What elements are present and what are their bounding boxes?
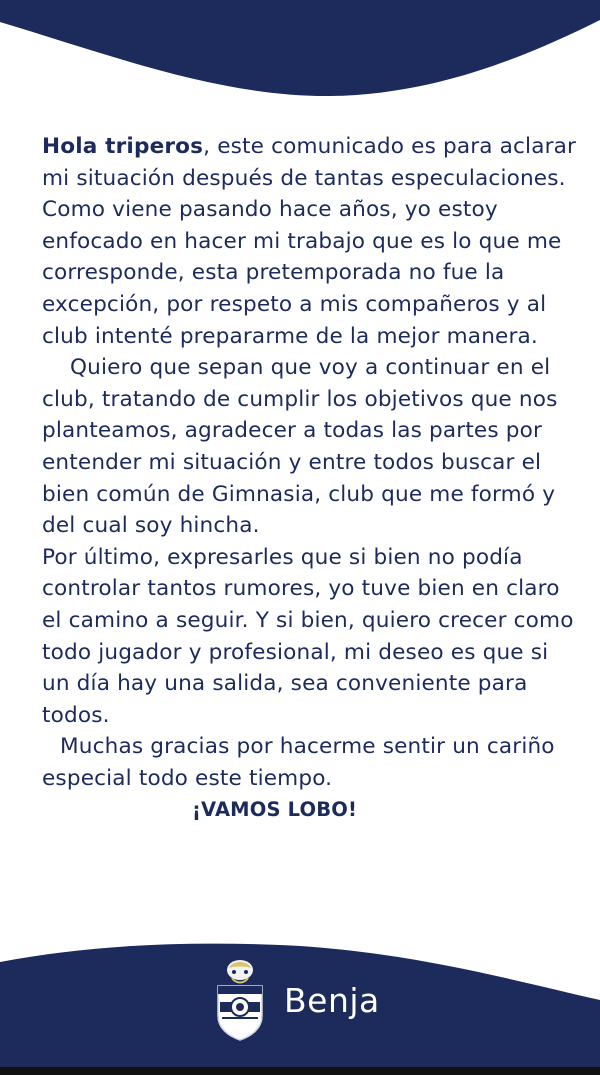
greeting-text: , este comunicado es para aclarar mi situación después de tantas especulaciones.: [42, 134, 577, 191]
paragraph-1: Como viene pasando hace años, yo estoy enfocado en hacer mi trabajo que es lo que me corresponde, esta pretemporada no fue la excepción, por respeto a mis compañeros y al club intenté prepararme de la mejor manera.: [42, 197, 562, 349]
greeting-paragraph: [42, 131, 577, 194]
top-wave-decoration: [0, 0, 600, 110]
paragraph-2: Quiero que sepan que voy a continuar en el club, tratando de cumplir los objetivos que nos planteamos, agradecer a todas las partes por entender mi situación y entre todos buscar el bien común de Gimnasia, club que me formó y del cual soy hincha.: [42, 355, 558, 539]
signature: [212, 958, 380, 1042]
letter-body: [42, 131, 577, 826]
paragraph-3: Por último, expresarles que si bien no podía controlar tantos rumores, yo tuve bien en claro el camino a seguir. Y si bien, quiero crecer como todo jugador y profesional, mi deseo es que si un día hay una salida, sea conveniente para todos.: [42, 544, 574, 728]
paragraph-4: Muchas gracias por hacerme sentir un cariño especial todo este tiempo.: [42, 734, 555, 791]
club-crest-icon: [212, 958, 268, 1042]
signature-name: Benja: [284, 980, 380, 1020]
closing-line: ¡VAMOS LOBO!: [191, 798, 357, 822]
greeting-bold: Hola triperos: [42, 134, 204, 159]
bottom-edge-bar: [0, 1067, 600, 1075]
